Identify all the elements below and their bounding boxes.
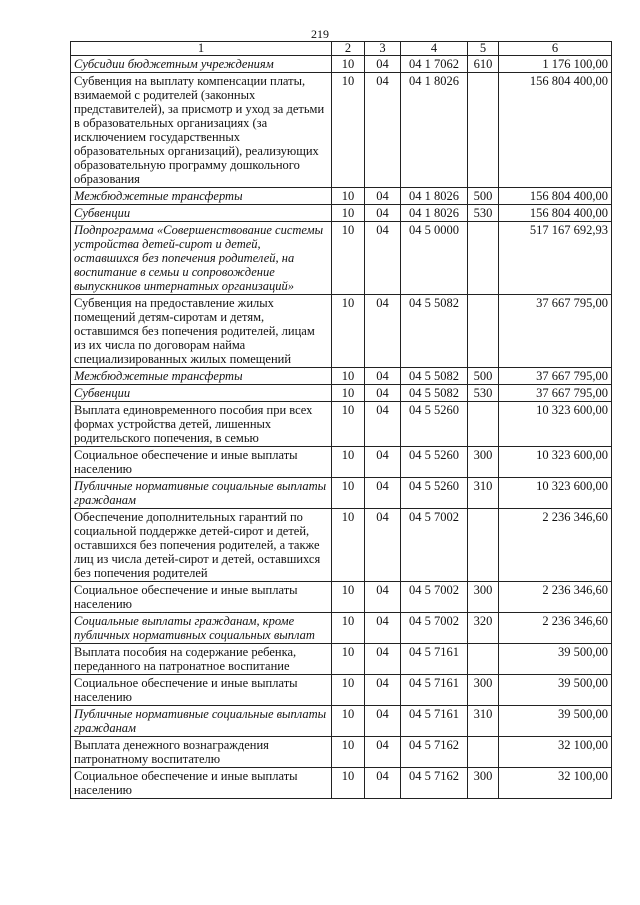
amount-cell: 517 167 692,93 [499, 222, 612, 295]
row-name-cell: Субвенция на предоставление жилых помещений детям-сиротам и детям, оставшимся без попечения родителей, лицам из их числа по договорам найма специализированных жилых помещений [71, 295, 332, 368]
expense-type-cell [468, 737, 499, 768]
expense-type-cell [468, 644, 499, 675]
section-code-cell: 10 [332, 385, 365, 402]
subsection-code-cell: 04 [365, 222, 401, 295]
target-article-cell: 04 5 5260 [401, 447, 468, 478]
subsection-code-cell: 04 [365, 644, 401, 675]
table-row [71, 737, 612, 768]
section-code-cell: 10 [332, 706, 365, 737]
expense-type-cell: 500 [468, 368, 499, 385]
row-name-cell: Выплата пособия на содержание ребенка, переданного на патронатное воспитание [71, 644, 332, 675]
amount-cell: 37 667 795,00 [499, 368, 612, 385]
amount-cell: 2 236 346,60 [499, 613, 612, 644]
expense-type-cell: 320 [468, 613, 499, 644]
row-name-cell: Социальное обеспечение и иные выплаты населению [71, 675, 332, 706]
subsection-code-cell: 04 [365, 56, 401, 73]
table-row [71, 706, 612, 737]
table-row [71, 675, 612, 706]
row-name-cell: Межбюджетные трансферты [71, 368, 332, 385]
section-code-cell: 10 [332, 478, 365, 509]
expense-type-cell [468, 295, 499, 368]
column-header: 1 [71, 42, 332, 56]
table-row [71, 768, 612, 799]
expense-type-cell [468, 73, 499, 188]
row-name-cell: Публичные нормативные социальные выплаты гражданам [71, 706, 332, 737]
table-row [71, 385, 612, 402]
row-name-cell: Субсидии бюджетным учреждениям [71, 56, 332, 73]
expense-type-cell: 500 [468, 188, 499, 205]
expense-type-cell [468, 402, 499, 447]
amount-cell: 39 500,00 [499, 644, 612, 675]
table-row [71, 205, 612, 222]
table-row [71, 222, 612, 295]
target-article-cell: 04 5 5260 [401, 478, 468, 509]
target-article-cell: 04 5 5082 [401, 368, 468, 385]
table-row [71, 478, 612, 509]
table-row [71, 56, 612, 73]
subsection-code-cell: 04 [365, 768, 401, 799]
section-code-cell: 10 [332, 613, 365, 644]
expense-type-cell [468, 509, 499, 582]
target-article-cell: 04 5 7002 [401, 509, 468, 582]
subsection-code-cell: 04 [365, 737, 401, 768]
section-code-cell: 10 [332, 768, 365, 799]
expense-type-cell: 610 [468, 56, 499, 73]
subsection-code-cell: 04 [365, 385, 401, 402]
amount-cell: 10 323 600,00 [499, 478, 612, 509]
amount-cell: 37 667 795,00 [499, 385, 612, 402]
target-article-cell: 04 5 5260 [401, 402, 468, 447]
target-article-cell: 04 5 7002 [401, 582, 468, 613]
table-row [71, 447, 612, 478]
subsection-code-cell: 04 [365, 205, 401, 222]
section-code-cell: 10 [332, 582, 365, 613]
amount-cell: 156 804 400,00 [499, 205, 612, 222]
amount-cell: 37 667 795,00 [499, 295, 612, 368]
amount-cell: 39 500,00 [499, 675, 612, 706]
section-code-cell: 10 [332, 222, 365, 295]
amount-cell: 156 804 400,00 [499, 73, 612, 188]
subsection-code-cell: 04 [365, 613, 401, 644]
target-article-cell: 04 5 7162 [401, 737, 468, 768]
section-code-cell: 10 [332, 368, 365, 385]
row-name-cell: Межбюджетные трансферты [71, 188, 332, 205]
row-name-cell: Выплата денежного вознаграждения патронатному воспитателю [71, 737, 332, 768]
subsection-code-cell: 04 [365, 582, 401, 613]
table-row [71, 368, 612, 385]
target-article-cell: 04 5 5082 [401, 295, 468, 368]
section-code-cell: 10 [332, 402, 365, 447]
subsection-code-cell: 04 [365, 706, 401, 737]
expense-type-cell: 300 [468, 447, 499, 478]
column-header: 4 [401, 42, 468, 56]
expense-type-cell: 530 [468, 205, 499, 222]
section-code-cell: 10 [332, 188, 365, 205]
row-name-cell: Обеспечение дополнительных гарантий по социальной поддержке детей-сирот и детей, оставшихся без попечения родителей, а также лиц из числа детей-сирот и детей, оставшихся без попечения родителей [71, 509, 332, 582]
subsection-code-cell: 04 [365, 478, 401, 509]
table-row [71, 188, 612, 205]
target-article-cell: 04 5 7161 [401, 644, 468, 675]
target-article-cell: 04 5 7162 [401, 768, 468, 799]
target-article-cell: 04 1 8026 [401, 73, 468, 188]
row-name-cell: Социальные выплаты гражданам, кроме публичных нормативных социальных выплат [71, 613, 332, 644]
subsection-code-cell: 04 [365, 675, 401, 706]
table-row [71, 613, 612, 644]
table-row [71, 644, 612, 675]
target-article-cell: 04 5 7161 [401, 675, 468, 706]
amount-cell: 39 500,00 [499, 706, 612, 737]
column-header: 5 [468, 42, 499, 56]
section-code-cell: 10 [332, 737, 365, 768]
table-header-row [71, 42, 612, 56]
section-code-cell: 10 [332, 509, 365, 582]
section-code-cell: 10 [332, 675, 365, 706]
expense-type-cell: 300 [468, 675, 499, 706]
section-code-cell: 10 [332, 205, 365, 222]
target-article-cell: 04 1 7062 [401, 56, 468, 73]
table-row [71, 295, 612, 368]
expense-type-cell: 300 [468, 768, 499, 799]
target-article-cell: 04 5 5082 [401, 385, 468, 402]
table-row [71, 582, 612, 613]
subsection-code-cell: 04 [365, 368, 401, 385]
table-row [71, 509, 612, 582]
section-code-cell: 10 [332, 295, 365, 368]
amount-cell: 156 804 400,00 [499, 188, 612, 205]
table-body [71, 56, 612, 799]
amount-cell: 10 323 600,00 [499, 447, 612, 478]
expense-type-cell: 300 [468, 582, 499, 613]
expense-type-cell [468, 222, 499, 295]
amount-cell: 2 236 346,60 [499, 582, 612, 613]
page-number: 219 [311, 27, 329, 41]
column-header: 2 [332, 42, 365, 56]
target-article-cell: 04 5 7002 [401, 613, 468, 644]
row-name-cell: Социальное обеспечение и иные выплаты населению [71, 447, 332, 478]
section-code-cell: 10 [332, 447, 365, 478]
subsection-code-cell: 04 [365, 188, 401, 205]
amount-cell: 2 236 346,60 [499, 509, 612, 582]
section-code-cell: 10 [332, 644, 365, 675]
target-article-cell: 04 1 8026 [401, 188, 468, 205]
column-header: 6 [499, 42, 612, 56]
section-code-cell: 10 [332, 73, 365, 188]
target-article-cell: 04 5 7161 [401, 706, 468, 737]
subsection-code-cell: 04 [365, 295, 401, 368]
row-name-cell: Субвенция на выплату компенсации платы, взимаемой с родителей (законных представителей), за присмотр и уход за детьми в образовательных организациях (за исключением государственных образовательных организаций), реализующих образовательную программу дошкольного образования [71, 73, 332, 188]
row-name-cell: Публичные нормативные социальные выплаты гражданам [71, 478, 332, 509]
table-row [71, 402, 612, 447]
subsection-code-cell: 04 [365, 402, 401, 447]
amount-cell: 32 100,00 [499, 768, 612, 799]
expense-type-cell: 310 [468, 706, 499, 737]
row-name-cell: Выплата единовременного пособия при всех формах устройства детей, лишенных родительского попечения, в семью [71, 402, 332, 447]
amount-cell: 32 100,00 [499, 737, 612, 768]
column-header: 3 [365, 42, 401, 56]
target-article-cell: 04 5 0000 [401, 222, 468, 295]
subsection-code-cell: 04 [365, 73, 401, 188]
budget-table [70, 41, 612, 799]
expense-type-cell: 530 [468, 385, 499, 402]
table-row [71, 73, 612, 188]
section-code-cell: 10 [332, 56, 365, 73]
subsection-code-cell: 04 [365, 447, 401, 478]
expense-type-cell: 310 [468, 478, 499, 509]
row-name-cell: Субвенции [71, 385, 332, 402]
subsection-code-cell: 04 [365, 509, 401, 582]
row-name-cell: Социальное обеспечение и иные выплаты населению [71, 768, 332, 799]
row-name-cell: Подпрограмма «Совершенствование системы устройства детей-сирот и детей, оставшихся без попечения родителей, на воспитание в семьи и сопровождение выпускников интернатных организаций» [71, 222, 332, 295]
target-article-cell: 04 1 8026 [401, 205, 468, 222]
row-name-cell: Субвенции [71, 205, 332, 222]
amount-cell: 1 176 100,00 [499, 56, 612, 73]
row-name-cell: Социальное обеспечение и иные выплаты населению [71, 582, 332, 613]
amount-cell: 10 323 600,00 [499, 402, 612, 447]
